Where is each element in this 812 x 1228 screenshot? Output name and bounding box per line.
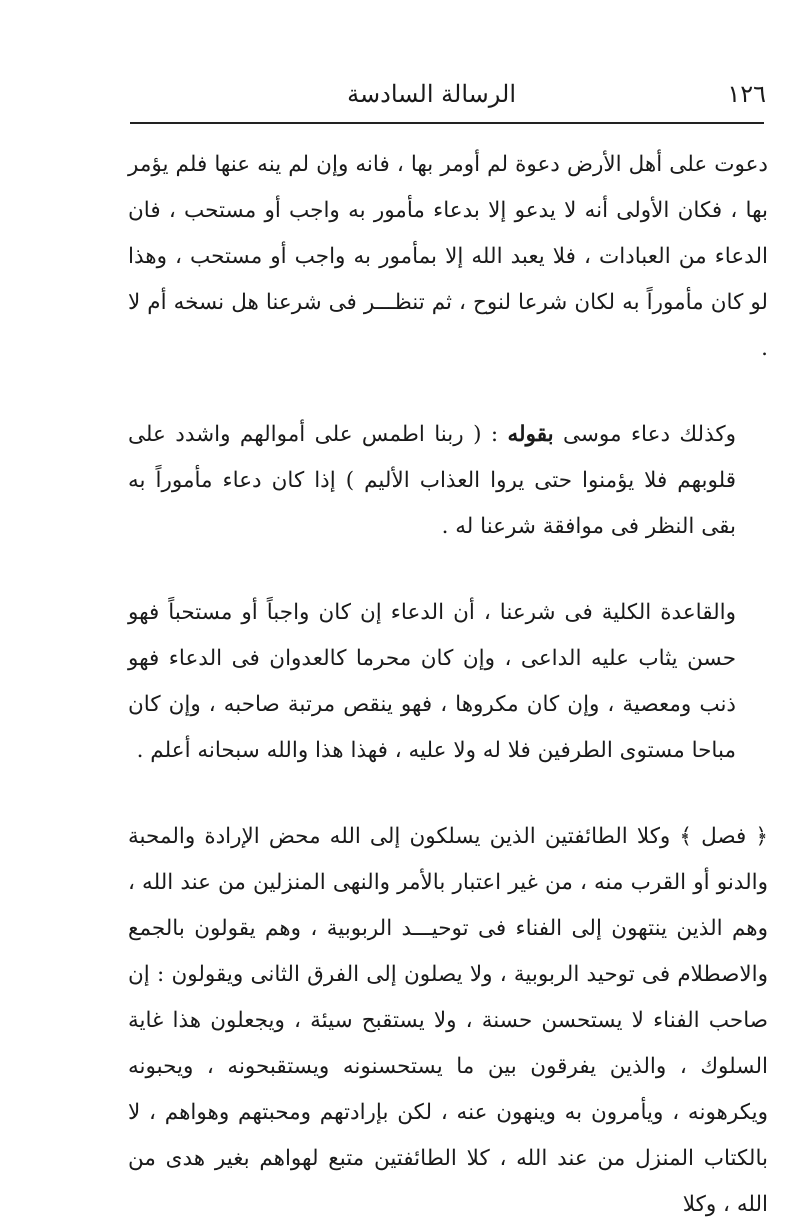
paragraph-2-text-before: وكذلك دعاء موسى — [553, 422, 736, 447]
paragraph-1: دعوت على أهل الأرض دعوة لم أومر بها ، فانه وإن لم ينه عنها فلم يؤمر بها ، فكان الأولى أنه لا يدعو إلا بدعاء مأمور به واجب أو مستحب ، فان الدعاء من العبادات ، فلا يعبد الله إلا بمأمور به واجب أو مستحب ، وهذا لو كان مأموراً به لكان شرعا لنوح ، ثم تنظـــر فى شرعنا هل نسخه أم لا . — [128, 152, 768, 361]
paragraph-2 — [128, 412, 768, 550]
paragraph-2-bold-word: بقوله — [507, 422, 554, 447]
running-title: الرسالة السادسة — [347, 80, 516, 108]
page-header — [130, 74, 766, 126]
page-number: ١٢٦ — [727, 80, 766, 108]
body-text — [128, 142, 768, 1228]
paragraph-4: ﴿ فصل ﴾ وكلا الطائفتين الذين يسلكون إلى الله محض الإرادة والمحبة والدنو أو القرب منه ، من غير اعتبار بالأمر والنهى المنزلين من عند الله ، وهم الذين ينتهون إلى الفناء فى توحيـــد الربوبية ، وهم يقولون بالجمع والاصطلام فى توحيد الربوبية ، ولا يصلون إلى الفرق الثانى ويقولون : إن صاحب الفناء لا يستحسن حسنة ، ولا يستقبح سيئة ، ويجعلون هذا غاية السلوك ، والذين يفرقون بين ما يستحسنونه ويستقبحونه ، ويحبونه ويكرهونه ، ويأمرون به وينهون عنه ، لكن بإرادتهم ومحبتهم وهواهم ، لا بالكتاب المنزل من عند الله ، كلا الطائفتين متبع لهواهم بغير هدى من الله ، وكلا — [128, 824, 768, 1217]
paragraph-3: والقاعدة الكلية فى شرعنا ، أن الدعاء إن كان واجباً أو مستحباً فهو حسن يثاب عليه الداعى ، وإن كان محرما كالعدوان فى الدعاء فهو ذنب ومعصية ، وإن كان مكروها ، فهو ينقص مرتبة صاحبه ، وإن كان مباحا مستوى الطرفين فلا له ولا عليه ، فهذا هذا والله سبحانه أعلم . — [128, 600, 736, 763]
header-rule — [130, 122, 764, 124]
paragraph-2-text-after: : ( ربنا اطمس على أموالهم واشدد على قلوبهم فلا يؤمنوا حتى يروا العذاب الأليم ) إذا كان دعاء مأموراً به بقى النظر فى موافقة شرعنا له . — [128, 422, 736, 539]
